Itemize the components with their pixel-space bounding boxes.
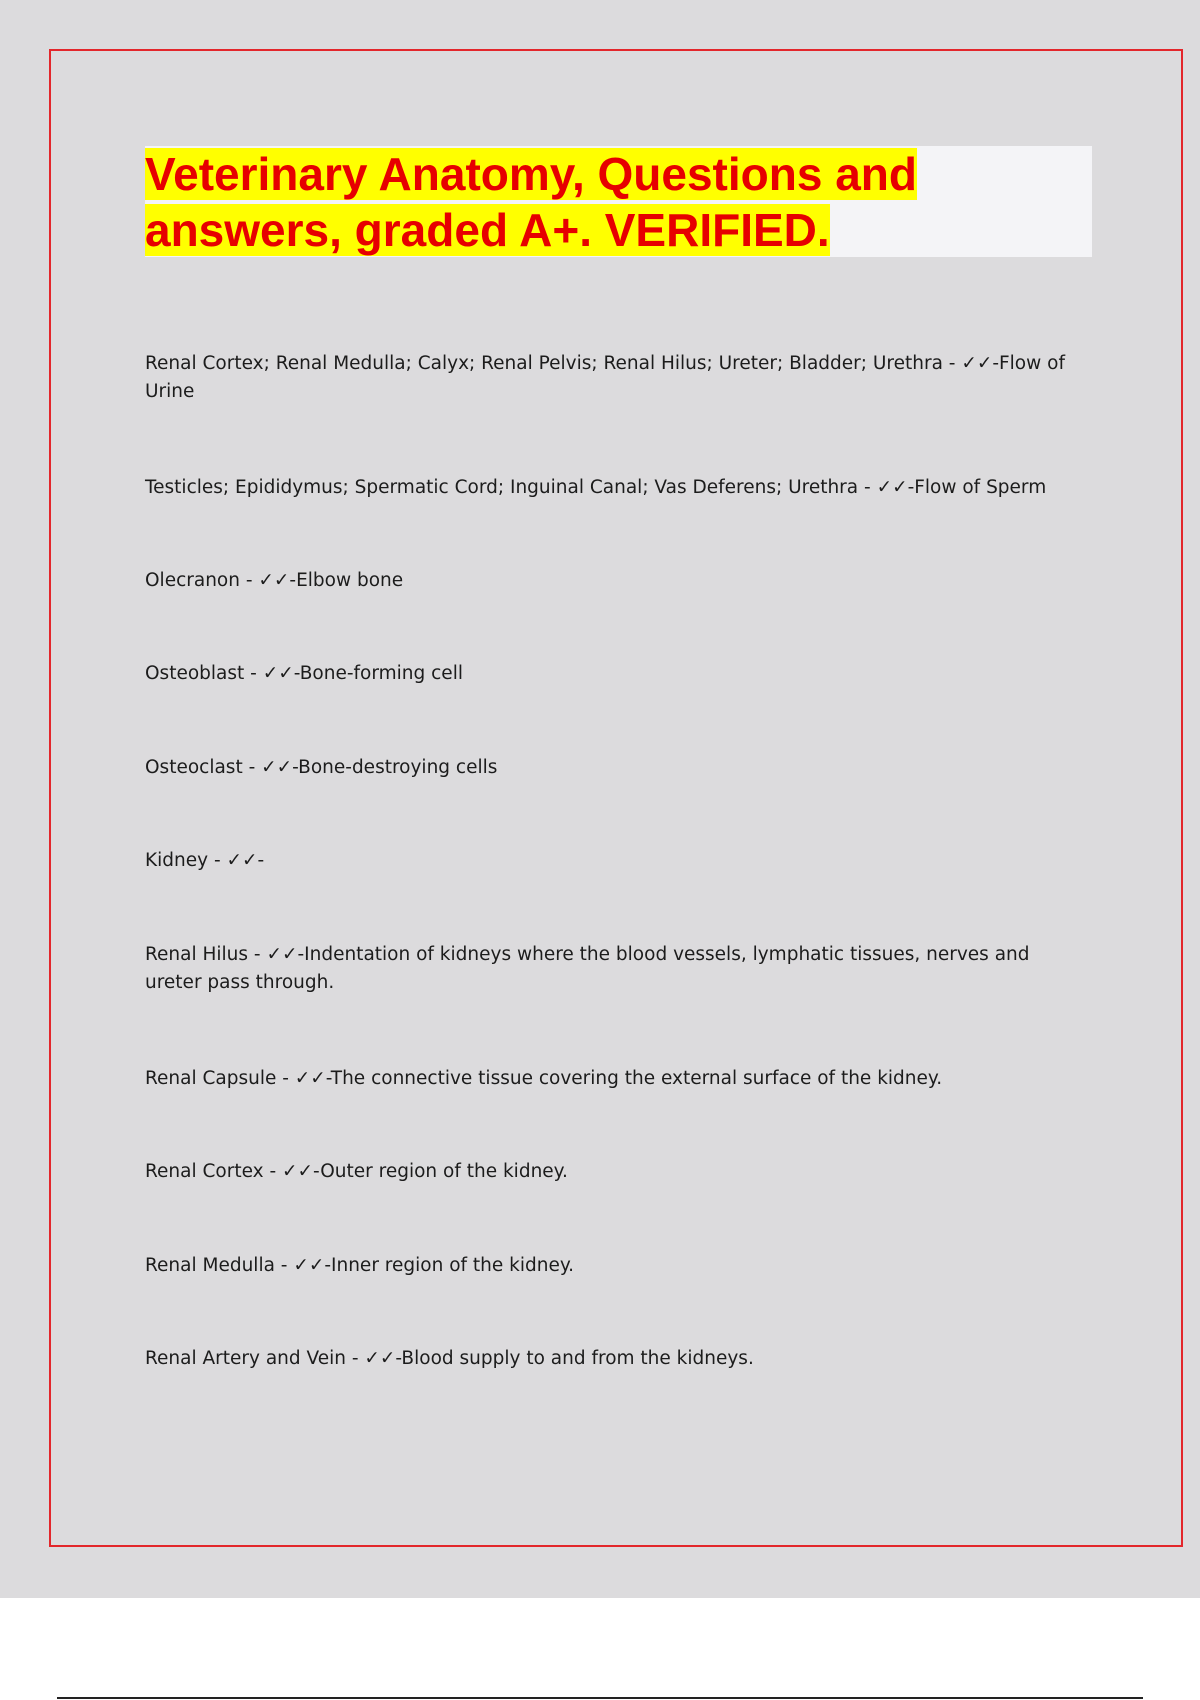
qa-item-renal-cortex: Renal Cortex - ✓✓-Outer region of the kidney. bbox=[145, 1161, 568, 1182]
qa-item-flow-of-urine: Renal Cortex; Renal Medulla; Calyx; Renal Pelvis; Renal Hilus; Ureter; Bladder; Urethra - ✓✓-Flow of Urine bbox=[145, 353, 1065, 402]
qa-item-osteoblast: Osteoblast - ✓✓-Bone-forming cell bbox=[145, 663, 463, 684]
qa-item-renal-artery-vein: Renal Artery and Vein - ✓✓-Blood supply to and from the kidneys. bbox=[145, 1348, 754, 1369]
document-title-highlight: Veterinary Anatomy, Questions and answers, graded A+. VERIFIED. bbox=[145, 148, 917, 256]
qa-item-renal-capsule: Renal Capsule - ✓✓-The connective tissue covering the external surface of the kidney. bbox=[145, 1068, 943, 1089]
page-border-frame bbox=[49, 49, 1183, 1547]
qa-item-osteoclast: Osteoclast - ✓✓-Bone-destroying cells bbox=[145, 757, 498, 778]
title-block bbox=[145, 146, 1092, 257]
qa-item-renal-hilus: Renal Hilus - ✓✓-Indentation of kidneys where the blood vessels, lymphatic tissues, nerves and ureter pass through. bbox=[145, 944, 1030, 993]
bottom-divider bbox=[57, 1697, 1143, 1699]
qa-item-kidney: Kidney - ✓✓- bbox=[145, 850, 265, 871]
qa-item-renal-medulla: Renal Medulla - ✓✓-Inner region of the kidney. bbox=[145, 1255, 575, 1276]
qa-item-flow-of-sperm: Testicles; Epididymus; Spermatic Cord; Inguinal Canal; Vas Deferens; Urethra - ✓✓-Flow of Sperm bbox=[145, 477, 1047, 498]
document-title bbox=[145, 146, 1092, 258]
qa-item-olecranon: Olecranon - ✓✓-Elbow bone bbox=[145, 570, 404, 591]
